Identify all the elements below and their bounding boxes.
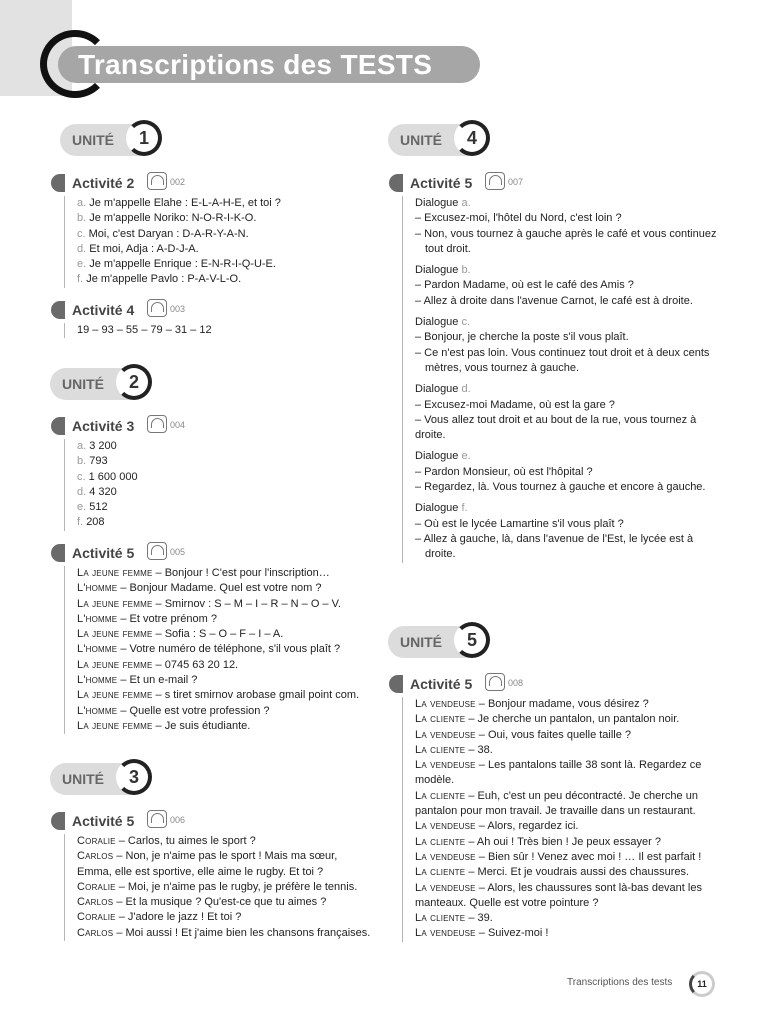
- list-item: Je m'appelle Pavlo : P-A-V-L-O.: [86, 273, 242, 286]
- dialogue-line: La cliente – 38.: [415, 743, 493, 756]
- unit-number-badge: 5: [454, 622, 490, 658]
- dialogue-line: La cliente – Merci. Et je voudrais aussi des chaussures.: [415, 866, 690, 879]
- dialogue-line: Coralie – Carlos, tu aimes le sport ?: [77, 835, 256, 847]
- dialogue-line: Carlos – Et la musique ? Qu'est-ce que tu aimes ?: [77, 896, 327, 909]
- activity-marker: [51, 544, 65, 562]
- list-item: Je m'appelle Elahe : E-L-A-H-E, et toi ?: [89, 197, 281, 209]
- activity-marker: [389, 675, 403, 693]
- headphones-icon: [147, 172, 167, 190]
- list-item: Je m'appelle Enrique : E-N-R-I-Q-U-E.: [89, 258, 276, 271]
- track-number: 003: [170, 304, 186, 314]
- headphones-icon: [147, 542, 167, 560]
- u1-activite-2: Activité 2 002 a. Je m'appelle Elahe : E-L-A-H-E, et toi ? b. Je m'appelle Noriko: N-O-R-I-K-O. c. Moi, c'est Daryan : D-A-R-Y-A-N. d. Et moi, Adja : A-D-J-A. e. Je m'appelle Enrique : E-N-R-I-Q-U-E. f. Je m'appelle Pavlo : P-A-V-L-O.: [62, 172, 382, 288]
- u5-activite-5: [400, 673, 722, 942]
- dialogue-line: La vendeuse – Les pantalons taille 38 sont là. Regardez ce modèle.: [415, 759, 702, 787]
- activity-title: Activité 2: [72, 175, 135, 191]
- track-number: 004: [170, 420, 186, 430]
- list-item: Je m'appelle Noriko: N-O-R-I-K-O.: [89, 212, 257, 225]
- dialogue-line: La jeune femme – s tiret smirnov arobase gmail point com.: [77, 689, 360, 702]
- dialogue-line: La jeune femme – 0745 63 20 12.: [77, 658, 239, 671]
- dialogue-line: Carlos – Non, je n'aime pas le sport ! Mais ma sœur, Emma, elle est sportive, elle aime le rugby. Et toi ?: [77, 850, 338, 878]
- dialogue-line: La vendeuse – Suivez-moi !: [415, 927, 549, 940]
- dialogue-line: La cliente – Je cherche un pantalon, un pantalon noir.: [415, 713, 680, 726]
- dialogue-line: La jeune femme – Smirnov : S – M – I – R – N – O – V.: [77, 597, 341, 610]
- dialogue-line: La cliente – Ah oui ! Très bien ! Je peux essayer ?: [415, 835, 661, 848]
- list-item: 512: [89, 501, 108, 514]
- dialogue-line: La jeune femme – Bonjour ! C'est pour l'inscription…: [77, 567, 330, 579]
- u2-activite-5: [62, 542, 382, 734]
- unit-number-badge: 2: [116, 364, 152, 400]
- dialogue-line: Coralie – Moi, je n'aime pas le rugby, je préfère le tennis.: [77, 880, 358, 893]
- headphones-icon: [485, 673, 505, 691]
- activity-marker: [51, 174, 65, 192]
- dialogue-line: L'homme – Votre numéro de téléphone, s'il vous plaît ?: [77, 643, 341, 656]
- unit-number-badge: 4: [454, 120, 490, 156]
- dialogue-line: Coralie – J'adore le jazz ! Et toi ?: [77, 911, 242, 924]
- list-item: 208: [86, 516, 105, 529]
- unit-label: UNITÉ: [50, 368, 150, 400]
- activity-title: Activité 5: [410, 175, 473, 191]
- dialogue-line: La vendeuse – Alors, les chaussures sont là-bas devant les manteaux. Quelle est votre pointure ?: [415, 881, 702, 909]
- dialogue-block: Dialogue b. – Pardon Madame, où est le café des Amis ? – Allez à droite dans l'avenue Carnot, le café est à droite.: [415, 264, 693, 307]
- u3-activite-5: [62, 810, 374, 941]
- list-item: 793: [89, 455, 108, 468]
- dialogue-line: L'homme – Bonjour Madame. Quel est votre nom ?: [77, 582, 322, 595]
- list-item: Moi, c'est Daryan : D-A-R-Y-A-N.: [88, 227, 249, 240]
- unit-label: UNITÉ: [50, 763, 150, 795]
- footer-label: Transcriptions des tests: [567, 977, 673, 988]
- activity-marker: [51, 301, 65, 319]
- dialogue-block: Dialogue f. – Où est le lycée Lamartine s'il vous plaît ? – Allez à gauche, là, dans l'avenue de l'Est, le lycée est à droite.: [415, 502, 694, 561]
- u4-activite-5: [400, 172, 720, 563]
- unit-number-badge: 1: [126, 120, 162, 156]
- track-number: 005: [170, 547, 186, 557]
- list-item: Et moi, Adja : A-D-J-A.: [89, 242, 199, 255]
- track-number: 002: [170, 177, 186, 187]
- list-item: 1 600 000: [88, 470, 138, 483]
- track-number: 008: [508, 678, 524, 688]
- unit-label: UNITÉ: [388, 626, 488, 658]
- dialogue-line: La vendeuse – Oui, vous faites quelle taille ?: [415, 728, 632, 741]
- activity-title: Activité 5: [72, 545, 135, 561]
- u1-activite-4: [62, 299, 382, 338]
- dialogue-block: Dialogue c. – Bonjour, je cherche la poste s'il vous plaît. – Ce n'est pas loin. Vous continuez tout droit et à deux cents mètres, vous tournez à gauche.: [415, 316, 710, 374]
- unit-label: UNITÉ: [388, 124, 488, 156]
- headphones-icon: [485, 172, 505, 190]
- headphones-icon: [147, 415, 167, 433]
- activity-title: Activité 5: [410, 676, 473, 692]
- u2-activite-3: Activité 3 004 a. 3 200 b. 793 c. 1 600 000 d. 4 320 e. 512 f. 208: [62, 415, 382, 531]
- track-number: 007: [508, 177, 524, 187]
- dialogue-line: La cliente – 39.: [415, 912, 493, 925]
- activity-marker: [51, 417, 65, 435]
- dialogue-line: La cliente – Euh, c'est un peu décontracté. Je cherche un pantalon pour mon travail. Je travaille dans un restaurant.: [415, 789, 698, 818]
- dialogue-line: Carlos – Moi aussi ! Et j'aime bien les chansons françaises.: [77, 926, 371, 939]
- dialogue-line: La jeune femme – Sofia : S – O – F – I – A.: [77, 628, 284, 641]
- activity-title: Activité 3: [72, 418, 135, 434]
- dialogue-line: L'homme – Et un e-mail ?: [77, 674, 198, 687]
- unit-label: UNITÉ: [60, 124, 160, 156]
- activity-title: Activité 5: [72, 813, 135, 829]
- list-item: 3 200: [89, 440, 117, 452]
- page-title: Transcriptions des TESTS: [58, 46, 480, 83]
- dialogue-line: La vendeuse – Bonjour madame, vous désirez ?: [415, 698, 649, 710]
- dialogue-line: La vendeuse – Bien sûr ! Venez avec moi ! … Il est parfait !: [415, 850, 702, 863]
- activity-marker: [389, 174, 403, 192]
- dialogue-line: L'homme – Et votre prénom ?: [77, 612, 217, 625]
- unit-number-badge: 3: [116, 759, 152, 795]
- dialogue-block: Dialogue a. – Excusez-moi, l'hôtel du Nord, c'est loin ? – Non, vous tournez à gauche après le café et vous continuez tout droit.: [415, 197, 717, 255]
- activity-marker: [51, 812, 65, 830]
- page-number: 11: [689, 971, 715, 997]
- list-item: 4 320: [89, 485, 117, 498]
- dialogue-block: Dialogue d. – Excusez-moi Madame, où est la gare ? – Vous allez tout droit et au bout de la rue, vous tournez à droite.: [415, 383, 697, 442]
- dialogue-block: Dialogue e. – Pardon Monsieur, où est l'hôpital ? – Regardez, là. Vous tournez à gauche et encore à gauche.: [415, 450, 706, 494]
- track-number: 006: [170, 815, 186, 825]
- headphones-icon: [147, 810, 167, 828]
- dialogue-line: La vendeuse – Alors, regardez ici.: [415, 820, 579, 833]
- headphones-icon: [147, 299, 167, 317]
- number-sequence: 19 – 93 – 55 – 79 – 31 – 12: [77, 324, 212, 336]
- dialogue-line: L'homme – Quelle est votre profession ?: [77, 704, 270, 717]
- activity-title: Activité 4: [72, 302, 135, 318]
- dialogue-line: La jeune femme – Je suis étudiante.: [77, 719, 251, 732]
